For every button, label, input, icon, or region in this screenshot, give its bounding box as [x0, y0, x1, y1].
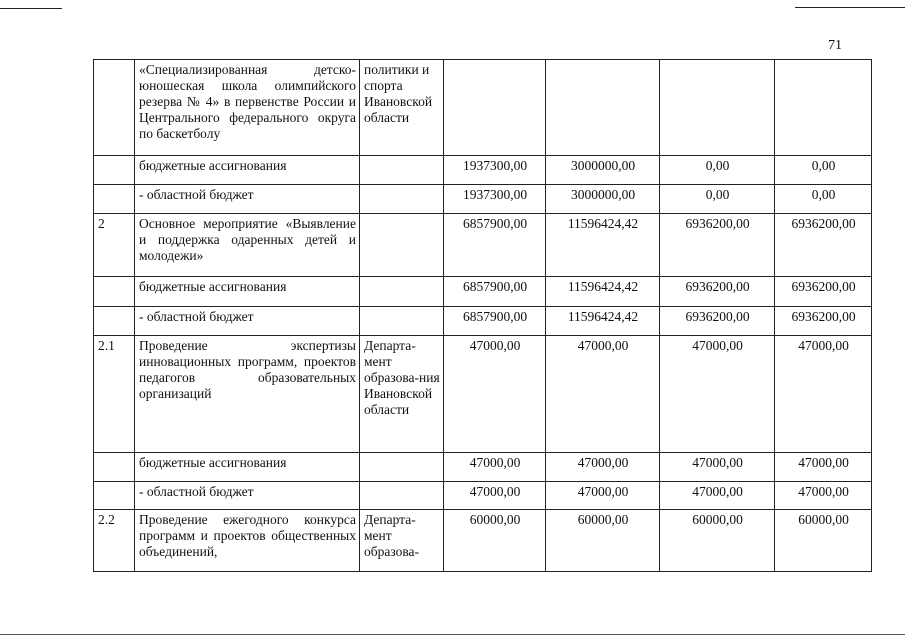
value-col-2: 3000000,00 — [546, 185, 660, 214]
row-description: Основное мероприятие «Выявление и поддержка одаренных детей и молодежи» — [135, 214, 360, 277]
page-number: 71 — [828, 38, 842, 53]
value-col-4: 6936200,00 — [775, 214, 872, 277]
value-col-4: 47000,00 — [775, 482, 872, 510]
value-col-4: 47000,00 — [775, 453, 872, 482]
value-col-3: 60000,00 — [660, 510, 775, 572]
table-row — [94, 60, 872, 156]
value-col-3: 6936200,00 — [660, 277, 775, 307]
table-row — [94, 510, 872, 572]
row-description: бюджетные ассигнования — [135, 453, 360, 482]
value-col-3: 6936200,00 — [660, 307, 775, 336]
row-number: 2.1 — [94, 336, 135, 453]
value-col-2: 3000000,00 — [546, 156, 660, 185]
value-col-1: 60000,00 — [444, 510, 546, 572]
value-col-1: 1937300,00 — [444, 156, 546, 185]
budget-table — [93, 59, 872, 572]
value-col-1 — [444, 60, 546, 156]
value-col-2: 11596424,42 — [546, 307, 660, 336]
value-col-4 — [775, 60, 872, 156]
value-col-4: 47000,00 — [775, 336, 872, 453]
value-col-3: 47000,00 — [660, 336, 775, 453]
row-executor — [360, 214, 444, 277]
table-row — [94, 277, 872, 307]
row-number — [94, 277, 135, 307]
value-col-2 — [546, 60, 660, 156]
value-col-1: 47000,00 — [444, 336, 546, 453]
value-col-2: 11596424,42 — [546, 277, 660, 307]
row-description: бюджетные ассигнования — [135, 156, 360, 185]
value-col-2: 47000,00 — [546, 453, 660, 482]
row-description: бюджетные ассигнования — [135, 277, 360, 307]
value-col-1: 6857900,00 — [444, 277, 546, 307]
table-row — [94, 482, 872, 510]
value-col-4: 0,00 — [775, 156, 872, 185]
value-col-4: 60000,00 — [775, 510, 872, 572]
value-col-1: 47000,00 — [444, 482, 546, 510]
value-col-1: 6857900,00 — [444, 214, 546, 277]
value-col-3: 6936200,00 — [660, 214, 775, 277]
row-number — [94, 307, 135, 336]
value-col-1: 47000,00 — [444, 453, 546, 482]
row-executor — [360, 482, 444, 510]
value-col-4: 6936200,00 — [775, 307, 872, 336]
table-row — [94, 185, 872, 214]
row-number: 2 — [94, 214, 135, 277]
value-col-4: 0,00 — [775, 185, 872, 214]
row-executor — [360, 277, 444, 307]
table-row — [94, 336, 872, 453]
row-executor: Департа-мент образова-ния Ивановской области — [360, 336, 444, 453]
row-executor — [360, 307, 444, 336]
row-number — [94, 60, 135, 156]
row-number — [94, 185, 135, 214]
value-col-3: 47000,00 — [660, 453, 775, 482]
value-col-1: 1937300,00 — [444, 185, 546, 214]
row-description: - областной бюджет — [135, 482, 360, 510]
value-col-4: 6936200,00 — [775, 277, 872, 307]
row-number — [94, 482, 135, 510]
row-description: Проведение экспертизы инновационных программ, проектов педагогов образовательных организаций — [135, 336, 360, 453]
row-description: - областной бюджет — [135, 185, 360, 214]
value-col-3 — [660, 60, 775, 156]
scan-mark-bottom — [0, 634, 905, 635]
scan-mark-top-left — [0, 8, 62, 9]
table-row — [94, 214, 872, 277]
table-row — [94, 156, 872, 185]
value-col-2: 47000,00 — [546, 336, 660, 453]
row-description: Проведение ежегодного конкурса программ и проектов общественных объединений, — [135, 510, 360, 572]
value-col-2: 11596424,42 — [546, 214, 660, 277]
table-row — [94, 307, 872, 336]
row-number — [94, 156, 135, 185]
value-col-2: 60000,00 — [546, 510, 660, 572]
row-executor — [360, 453, 444, 482]
row-number: 2.2 — [94, 510, 135, 572]
value-col-3: 0,00 — [660, 185, 775, 214]
value-col-2: 47000,00 — [546, 482, 660, 510]
value-col-3: 47000,00 — [660, 482, 775, 510]
row-executor: Департа-мент образова- — [360, 510, 444, 572]
value-col-1: 6857900,00 — [444, 307, 546, 336]
row-executor — [360, 185, 444, 214]
row-description: «Специализированная детско-юношеская школа олимпийского резерва № 4» в первенстве России и Центрального федерального округа по баскетболу — [135, 60, 360, 156]
scan-mark-top-right — [795, 7, 905, 8]
value-col-3: 0,00 — [660, 156, 775, 185]
row-number — [94, 453, 135, 482]
row-executor: политики и спорта Ивановской области — [360, 60, 444, 156]
row-description: - областной бюджет — [135, 307, 360, 336]
row-executor — [360, 156, 444, 185]
table-row — [94, 453, 872, 482]
